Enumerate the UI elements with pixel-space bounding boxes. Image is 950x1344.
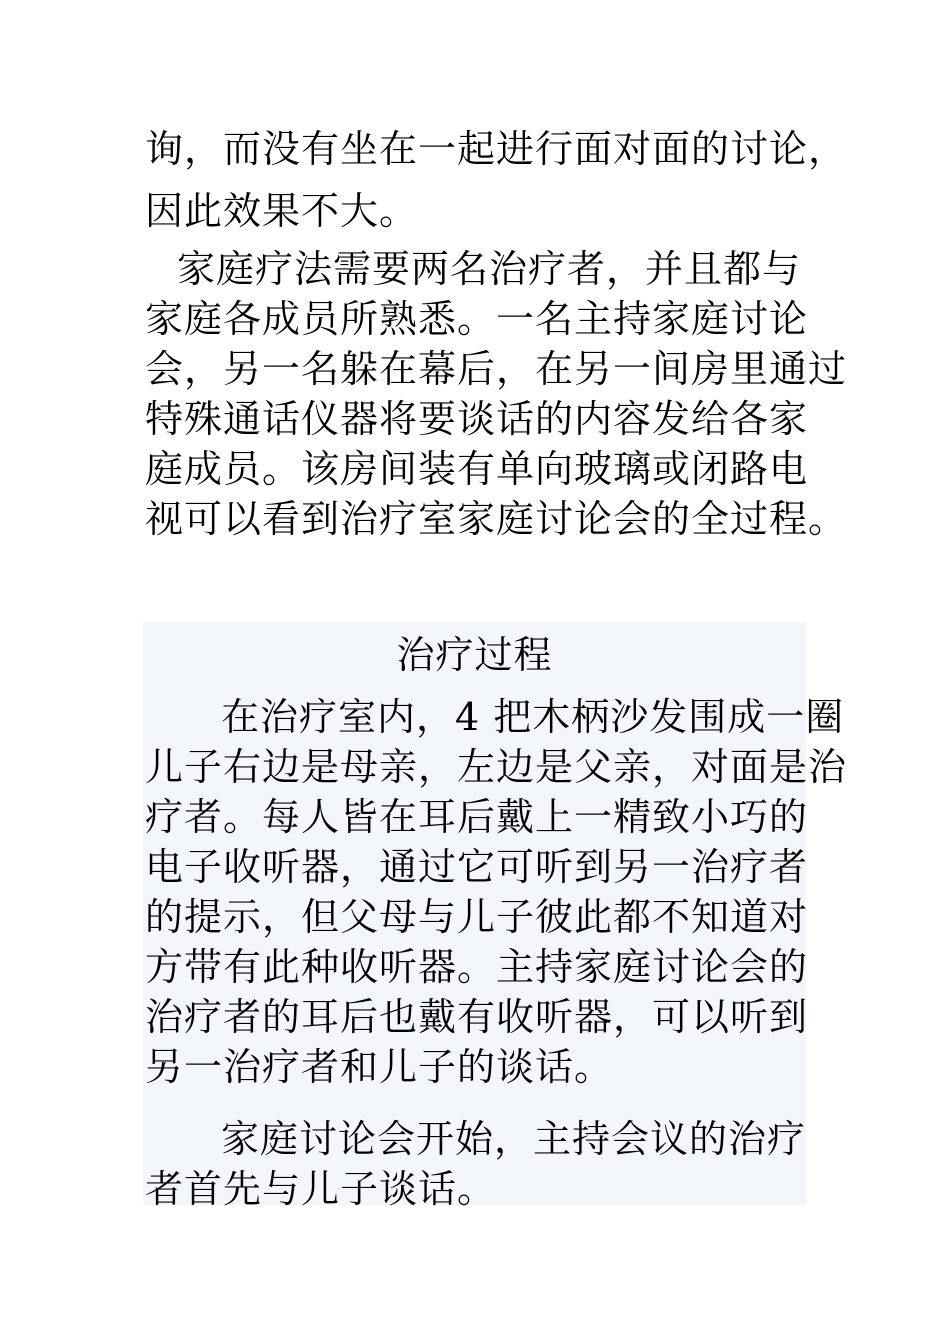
text-line: 者首先与儿子谈话。 <box>145 1167 497 1211</box>
text-line: 特殊通话仪器将要谈话的内容发给各家 <box>145 397 809 441</box>
text-line: 询，而没有坐在一起进行面对面的讨论， <box>145 127 848 171</box>
document-page <box>145 118 848 544</box>
text-line: 会，另一名躲在幕后，在另一间房里通过 <box>145 347 848 391</box>
text-line: 治疗者的耳后也戴有收听器，可以听到 <box>145 995 809 1039</box>
text-line: 疗者。每人皆在耳后戴上一精致小巧的 <box>145 795 809 839</box>
text-line: 另一治疗者和儿子的谈话。 <box>145 1045 614 1089</box>
paragraph-continuation <box>145 118 848 242</box>
text-line: 在治疗室内，4 把木柄沙发围成一圈 <box>221 695 845 739</box>
section-title: 治疗过程 <box>396 633 553 677</box>
text-line: 家庭讨论会开始，主持会议的治疗 <box>221 1117 807 1161</box>
paragraph-family-therapy <box>145 244 848 544</box>
text-line: 视可以看到治疗室家庭讨论会的全过程。 <box>145 497 848 541</box>
section-body <box>145 692 848 1214</box>
paragraph-treatment-room <box>145 692 848 1092</box>
paragraph-meeting-start <box>145 1114 806 1214</box>
text-line: 方带有此种收听器。主持家庭讨论会的 <box>145 945 809 989</box>
text-line: 的提示，但父母与儿子彼此都不知道对 <box>145 895 809 939</box>
text-line: 电子收听器，通过它可听到另一治疗者 <box>145 845 809 889</box>
text-line: 儿子右边是母亲，左边是父亲，对面是治 <box>145 745 848 789</box>
text-line: 家庭疗法需要两名治疗者，并且都与 <box>177 247 802 291</box>
text-line: 家庭各成员所熟悉。一名主持家庭讨论 <box>145 297 809 341</box>
treatment-process-box <box>143 622 848 1211</box>
text-line: 庭成员。该房间装有单向玻璃或闭路电 <box>145 447 809 491</box>
text-line: 因此效果不大。 <box>145 189 419 233</box>
